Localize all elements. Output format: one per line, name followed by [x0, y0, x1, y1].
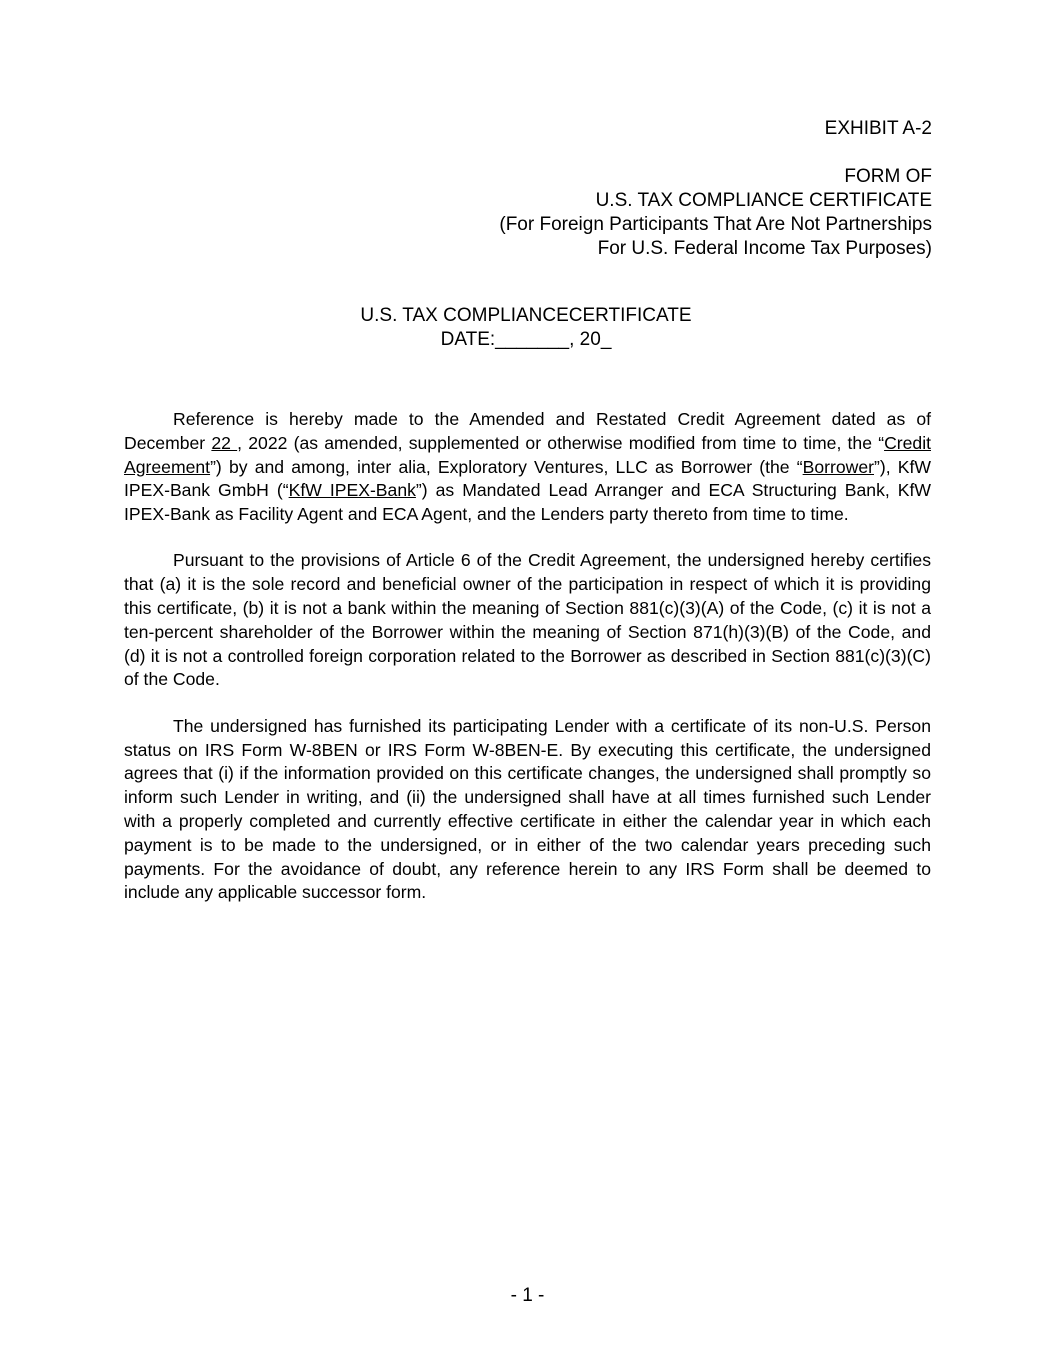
paragraph-text: ”) as Mandated Lead Arranger and ECA Structuring Bank, KfW IPEX-Bank as Facility Agent and ECA Agent, and the Lenders party thereto from time to time. — [124, 480, 932, 525]
agreement-day: 22 — [211, 432, 238, 453]
certificate-date-line — [0, 328, 1052, 352]
form-subtitle-line1: (For Foreign Participants That Are Not Partnerships — [499, 214, 932, 235]
date-year: , 20_ — [569, 329, 612, 350]
paragraph-text: ”), KfW IPEX-Bank GmbH (“ — [124, 456, 932, 501]
form-of-line: FORM OF — [844, 166, 932, 187]
certificate-heading — [0, 304, 1052, 352]
defined-term-borrower: Borrower — [802, 456, 874, 477]
defined-term-credit-agreement: Credit Agreement — [124, 432, 931, 477]
form-subtitle-line2: For U.S. Federal Income Tax Purposes) — [597, 238, 932, 259]
paragraph-certification: Pursuant to the provisions of Article 6 of the Credit Agreement, the undersigned hereby certifies that (a) it is the sole record and beneficial owner of the participation in respect of which it is providing this certificate, (b) it is not a bank within the meaning of Section 881(c)(3)(A) of the Code, (c) it is not a ten-percent shareholder of the Borrower within the meaning of Section 871(h)(3)(B) of the Code, and (d) it is not a controlled foreign corporation related to the Borrower as described in Section 881(c)(3)(C) of the Code. — [124, 550, 931, 690]
paragraph-text: ”) by and among, inter alia, Exploratory Ventures, LLC as Borrower (the “ — [210, 456, 803, 477]
paragraph-undertaking: The undersigned has furnished its participating Lender with a certificate of its non-U.S. Person status on IRS Form W-8BEN or IRS Form W-8BEN-E. By executing this certificate, the undersigned agrees that (i) if the information provided on this certificate changes, the undersigned shall promptly so inform such Lender in writing, and (ii) the undersigned shall have at all times furnished such Lender with a properly completed and currently effective certificate in either the calendar year in which each payment is to be made to the undersigned, or in either of the two calendar years preceding such payments. For the avoidance of doubt, any reference herein to any IRS Form shall be deemed to include any applicable successor form. — [124, 715, 931, 903]
certificate-body — [124, 408, 931, 928]
page-number: - 1 - — [510, 1285, 545, 1306]
form-title: U.S. TAX COMPLIANCE CERTIFICATE — [595, 190, 932, 211]
certificate-title: U.S. TAX COMPLIANCECERTIFICATE — [360, 305, 692, 326]
paragraph-text: Reference is hereby made to the Amended and Restated Credit Agreement dated as of December — [124, 409, 931, 453]
form-heading — [499, 165, 932, 261]
date-label: DATE: — [440, 329, 496, 350]
paragraph-reference — [124, 408, 931, 527]
exhibit-label: EXHIBIT A-2 — [824, 118, 932, 139]
defined-term-kfw: KfW IPEX-Bank — [288, 480, 416, 501]
date-blank: _______ — [495, 329, 570, 350]
paragraph-text: , 2022 (as amended, supplemented or otherwise modified from time to time, the “ — [237, 432, 885, 453]
